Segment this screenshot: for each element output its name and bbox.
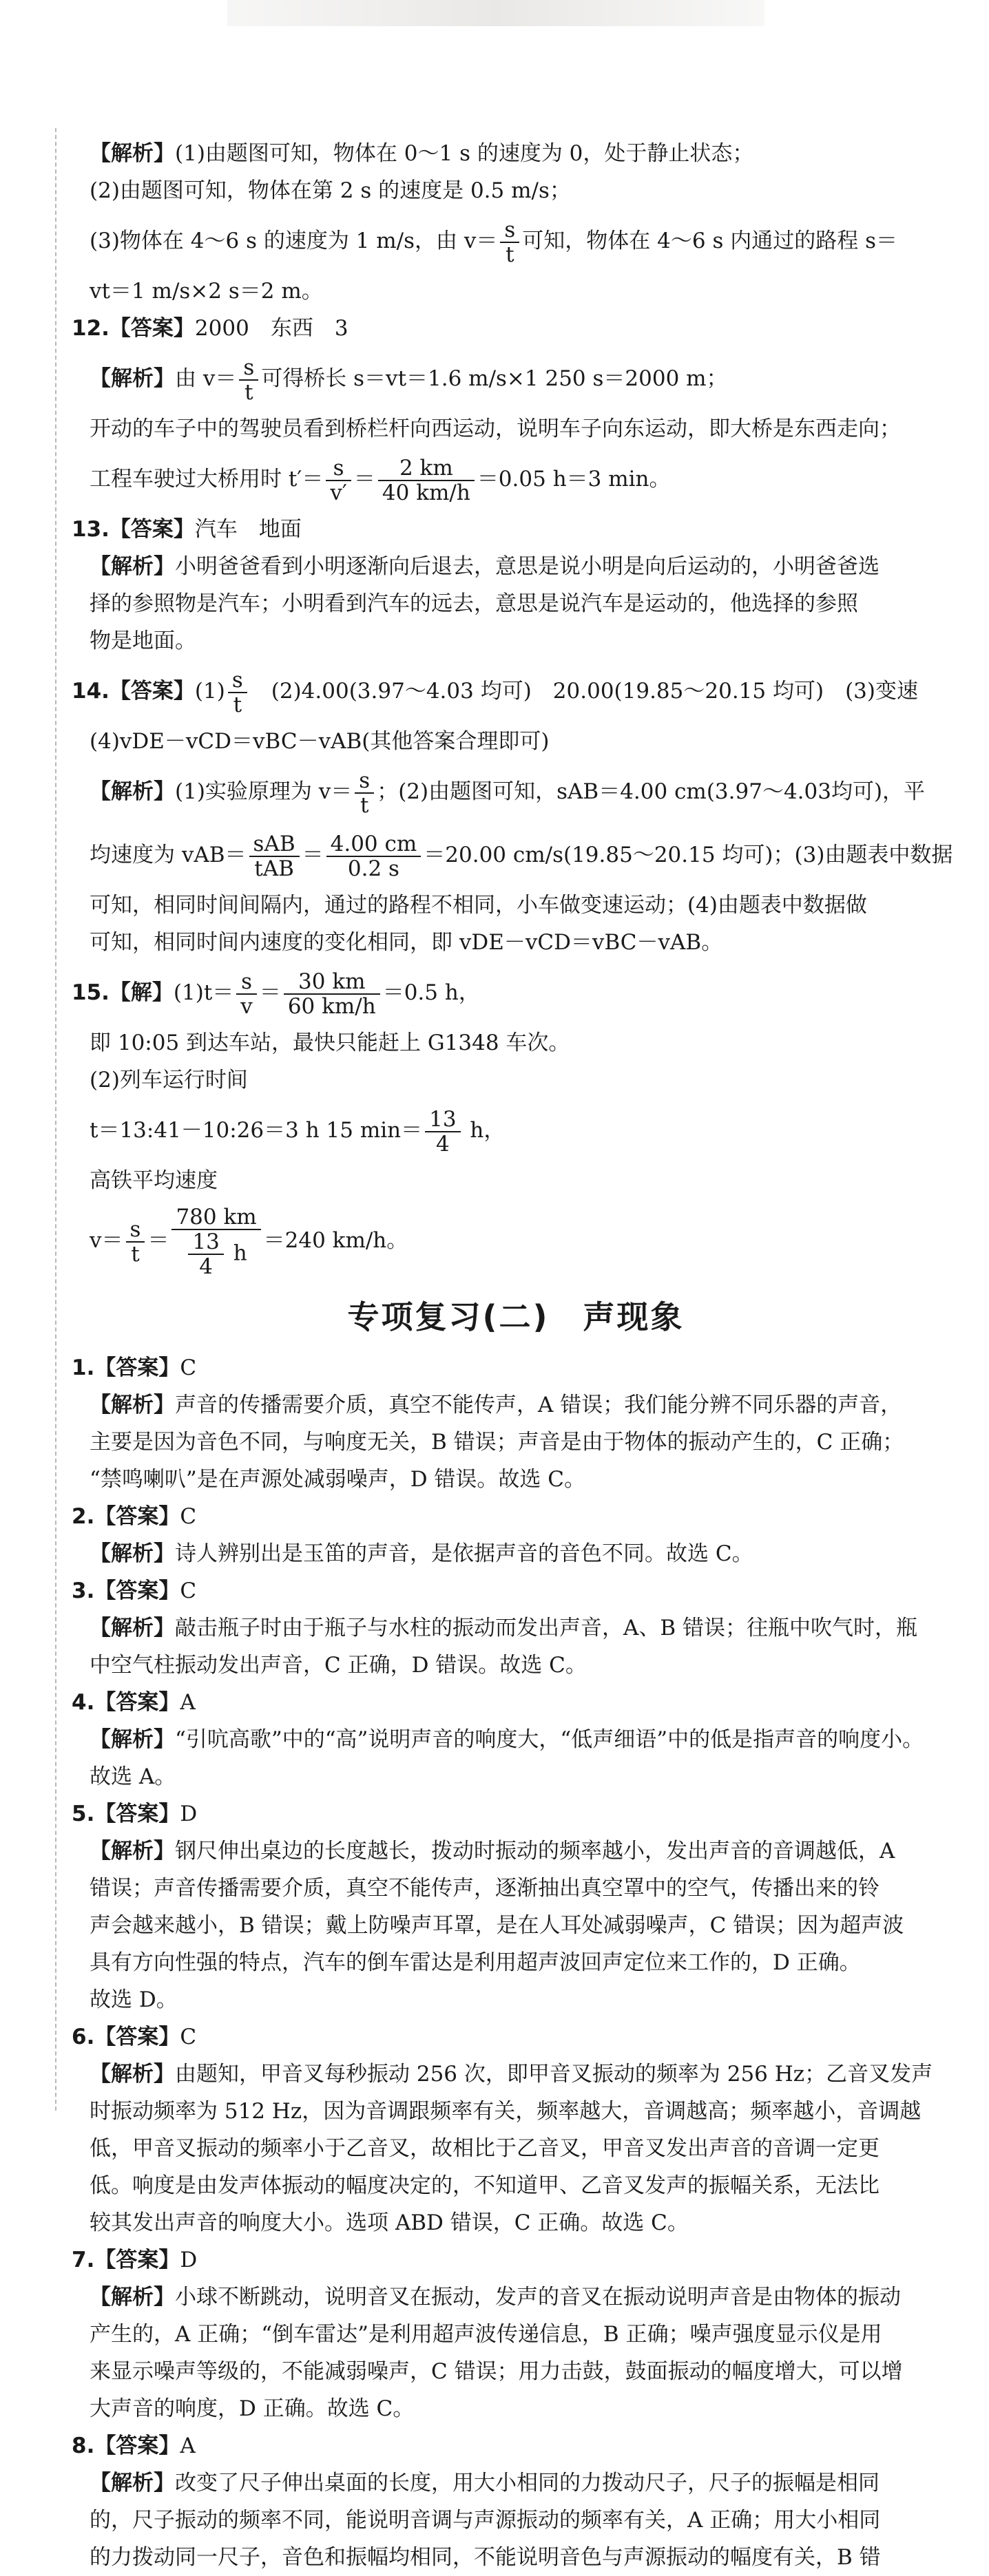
- question-explanation-line: 低。响度是由发声体振动的幅度决定的，不知道甲、乙音叉发声的振幅关系，无法比: [90, 2173, 879, 2198]
- section-title: 专项复习(二) 声现象: [347, 1298, 685, 1335]
- question-explanation-line: 低，甲音叉振动的频率小于乙音叉，故相比于乙音叉，甲音叉发出声音的音调一定更: [90, 2136, 879, 2161]
- question-answer: 4.【答案】A: [72, 1690, 196, 1715]
- fraction: $\frac{\text{sAB}}{\text{tAB}}$: [249, 832, 300, 880]
- q14-answer-1: 14.【答案】(1) $\frac{s}{t}$ (2)4.00(3.97～4.03 均可) 20.00(19.85～20.15 均可) (3)变速: [72, 667, 918, 717]
- q13-exp-1: 【解析】小明爸爸看到小明逐渐向后退去，意思是说小明是向后运动的，小明爸爸选: [90, 554, 879, 579]
- question-explanation-line: 声会越来越小，B 错误；戴上防噪声耳罩，是在人耳处减弱噪声，C 错误；因为超声波: [90, 1913, 904, 1938]
- q12-exp-1: 【解析】由 v＝ $\frac{s}{t}$ 可得桥长 s＝vt＝1.6 m/s×1 250 s＝2000 m；: [90, 355, 728, 405]
- fraction: $\frac{s}{t}$: [239, 356, 258, 404]
- q14-exp-3: 可知，相同时间间隔内，通过的路程不相同，小车做变速运动；(4)由题表中数据做: [90, 893, 867, 918]
- question-answer: 3.【答案】C: [72, 1579, 197, 1603]
- question-explanation-line: 大声音的响度，D 正确。故选 C。: [90, 2396, 415, 2421]
- q15-line-4: t＝13:41－10:26＝3 h 15 min＝ $\frac{13}{4}$ h，: [90, 1106, 506, 1157]
- answer-content: [72, 135, 960, 2576]
- fraction: $\frac{13}{4}$: [188, 1230, 223, 1278]
- question-explanation-line: “禁鸣喇叭”是在声源处减弱噪声，D 错误。故选 C。: [90, 1467, 585, 1492]
- q14-exp-1: 【解析】(1)实验原理为 v＝ $\frac{s}{t}$ ；(2)由题图可知，sAB＝4.00 cm(3.97～4.03均可)，平: [90, 768, 926, 818]
- q12-answer: 12.【答案】2000 东西 3: [72, 316, 348, 341]
- question-explanation-line: 【解析】诗人辨别出是玉笛的声音，是依据声音的音色不同。故选 C。: [90, 1541, 753, 1566]
- question-answer: 2.【答案】C: [72, 1504, 197, 1529]
- nested-fraction-denominator: $\frac{13}{4}$ h: [171, 1230, 260, 1278]
- question-explanation-line: 的，尺子振动的频率不同，能说明音调与声源振动的频率有关，A 正确；用大小相同: [90, 2508, 881, 2533]
- question-explanation-line: 来显示噪声等级的，不能减弱噪声，C 错误；用力击鼓，鼓面振动的幅度增大，可以增: [90, 2359, 903, 2384]
- question-explanation-line: 故选 D。: [90, 1987, 178, 2012]
- q12-exp-2: 开动的车子中的驾驶员看到桥栏杆向西运动，说明车子向东运动，即大桥是东西走向；: [90, 416, 901, 441]
- fraction: $\frac{s}{v'}$: [326, 456, 351, 505]
- q14-answer-2: (4)vDE－vCD＝vBC－vAB(其他答案合理即可): [90, 729, 550, 754]
- question-answer: 6.【答案】C: [72, 2025, 197, 2049]
- question-explanation-line: 【解析】由题知，甲音叉每秒振动 256 次，即甲音叉振动的频率为 256 Hz；乙音叉发声: [90, 2062, 933, 2087]
- q15-line-2: 即 10:05 到达车站，最快只能赶上 G1348 车次。: [90, 1031, 570, 1055]
- question-explanation-line: 【解析】小球不断跳动，说明音叉在振动，发声的音叉在振动说明声音是由物体的振动: [90, 2285, 901, 2310]
- q15-line-6: v＝ $\frac{s}{t}$ ＝ 780 km $\frac{13}{4}$ h ＝240 km/h。: [90, 1204, 408, 1279]
- fraction: $\frac{s}{t}$: [500, 218, 519, 266]
- question-explanation-line: 时振动频率为 512 Hz，因为音调跟频率有关，频率越大，音调越高；频率越小，音调越: [90, 2099, 922, 2124]
- margin-guide-line: [55, 128, 58, 2111]
- q12-exp-3: 工程车驶过大桥用时 t′＝ $\frac{s}{v'}$ ＝ $\frac{2 km}{40 km/h}$ ＝0.05 h＝3 min。: [90, 455, 671, 505]
- q14-exp-2: 均速度为 vAB＝ $\frac{\text{sAB}}{\text{tAB}}$ ＝ $\frac{4.00 cm}{0.2 s}$ ＝20.00 cm/s(19.85～20.15 均可)；(3)由题表中数据: [90, 831, 953, 881]
- question-explanation-line: 【解析】“引吭高歌”中的“高”说明声音的响度大，“低声细语”中的低是指声音的响度小。: [90, 1727, 924, 1752]
- q13-exp-2: 择的参照物是汽车；小明看到汽车的远去，意思是说汽车是运动的，他选择的参照: [90, 591, 858, 616]
- question-answer: 7.【答案】D: [72, 2248, 198, 2272]
- question-explanation-line: 产生的，A 正确；“倒车雷达”是利用超声波传递信息，B 正确；噪声强度显示仪是用: [90, 2322, 882, 2347]
- fraction: $\frac{13}{4}$: [425, 1108, 460, 1156]
- question-explanation-line: 【解析】钢尺伸出桌边的长度越长，拨动时振动的频率越小，发出声音的音调越低，A: [90, 1839, 895, 1864]
- q11-line-4: vt＝1 m/s×2 s＝2 m。: [90, 279, 323, 304]
- question-answer: 1.【答案】C: [72, 1355, 197, 1380]
- q15-line-5: 高铁平均速度: [90, 1168, 218, 1193]
- q11-line-2: (2)由题图可知，物体在第 2 s 的速度是 0.5 m/s；: [90, 178, 571, 203]
- fraction: $\frac{2 km}{40 km/h}$: [378, 456, 475, 505]
- q15-line-3: (2)列车运行时间: [90, 1068, 248, 1092]
- q11-line-1: 【解析】(1)由题图可知，物体在 0～1 s 的速度为 0，处于静止状态；: [90, 141, 754, 166]
- section-2-list: [72, 1349, 960, 2576]
- scan-edge-strip: [227, 0, 764, 26]
- question-explanation-line: 具有方向性强的特点，汽车的倒车雷达是利用超声波回声定位来工作的，D 正确。: [90, 1950, 861, 1975]
- question-explanation-line: 【解析】声音的传播需要介质，真空不能传声，A 错误；我们能分辨不同乐器的声音，: [90, 1393, 902, 1417]
- question-explanation-line: 较其发出声音的响度大小。选项 ABD 错误，C 正确。故选 C。: [90, 2210, 689, 2235]
- q11-line-3: (3)物体在 4～6 s 的速度为 1 m/s，由 v＝ $\frac{s}{t}$ 可知，物体在 4～6 s 内通过的路程 s＝: [90, 217, 897, 267]
- fraction: $\frac{30 km}{60 km/h}$: [284, 970, 380, 1018]
- question-explanation-line: 错误；声音传播需要介质，真空不能传声，逐渐抽出真空罩中的空气，传播出来的铃: [90, 1876, 879, 1901]
- question-explanation-line: 的力拨动同一尺子，音色和振幅均相同，不能说明音色与声源振动的幅度有关，B 错: [90, 2545, 881, 2570]
- fraction: $\frac{s}{t}$: [126, 1218, 145, 1266]
- question-explanation-line: 【解析】改变了尺子伸出桌面的长度，用大小相同的力拨动尺子，尺子的振幅是相同: [90, 2471, 879, 2495]
- question-explanation-line: 故选 A。: [90, 1764, 176, 1789]
- question-explanation-line: 中空气柱振动发出声音，C 正确，D 错误。故选 C。: [90, 1653, 587, 1678]
- q15-line-1: 15.【解】(1)t＝ $\frac{s}{v}$ ＝ $\frac{30 km}{60 km/h}$ ＝0.5 h，: [72, 969, 480, 1019]
- fraction: 780 km $\frac{13}{4}$ h: [171, 1205, 260, 1278]
- q13-exp-3: 物是地面。: [90, 629, 196, 653]
- fraction: $\frac{s}{v}$: [236, 970, 257, 1018]
- q14-exp-4: 可知，相同时间内速度的变化相同，即 vDE－vCD＝vBC－vAB。: [90, 930, 723, 955]
- question-answer: 5.【答案】D: [72, 1802, 198, 1826]
- question-answer: 8.【答案】A: [72, 2434, 196, 2458]
- fraction: $\frac{s}{t}$: [228, 668, 247, 717]
- fraction: $\frac{s}{t}$: [355, 769, 374, 817]
- q13-answer: 13.【答案】汽车 地面: [72, 517, 302, 542]
- fraction: $\frac{4.00 cm}{0.2 s}$: [326, 832, 421, 880]
- question-explanation-line: 主要是因为音色不同，与响度无关，B 错误；声音是由于物体的振动产生的，C 正确；: [90, 1430, 904, 1455]
- question-explanation-line: 【解析】敲击瓶子时由于瓶子与水柱的振动而发出声音，A、B 错误；往瓶中吹气时，瓶: [90, 1616, 918, 1640]
